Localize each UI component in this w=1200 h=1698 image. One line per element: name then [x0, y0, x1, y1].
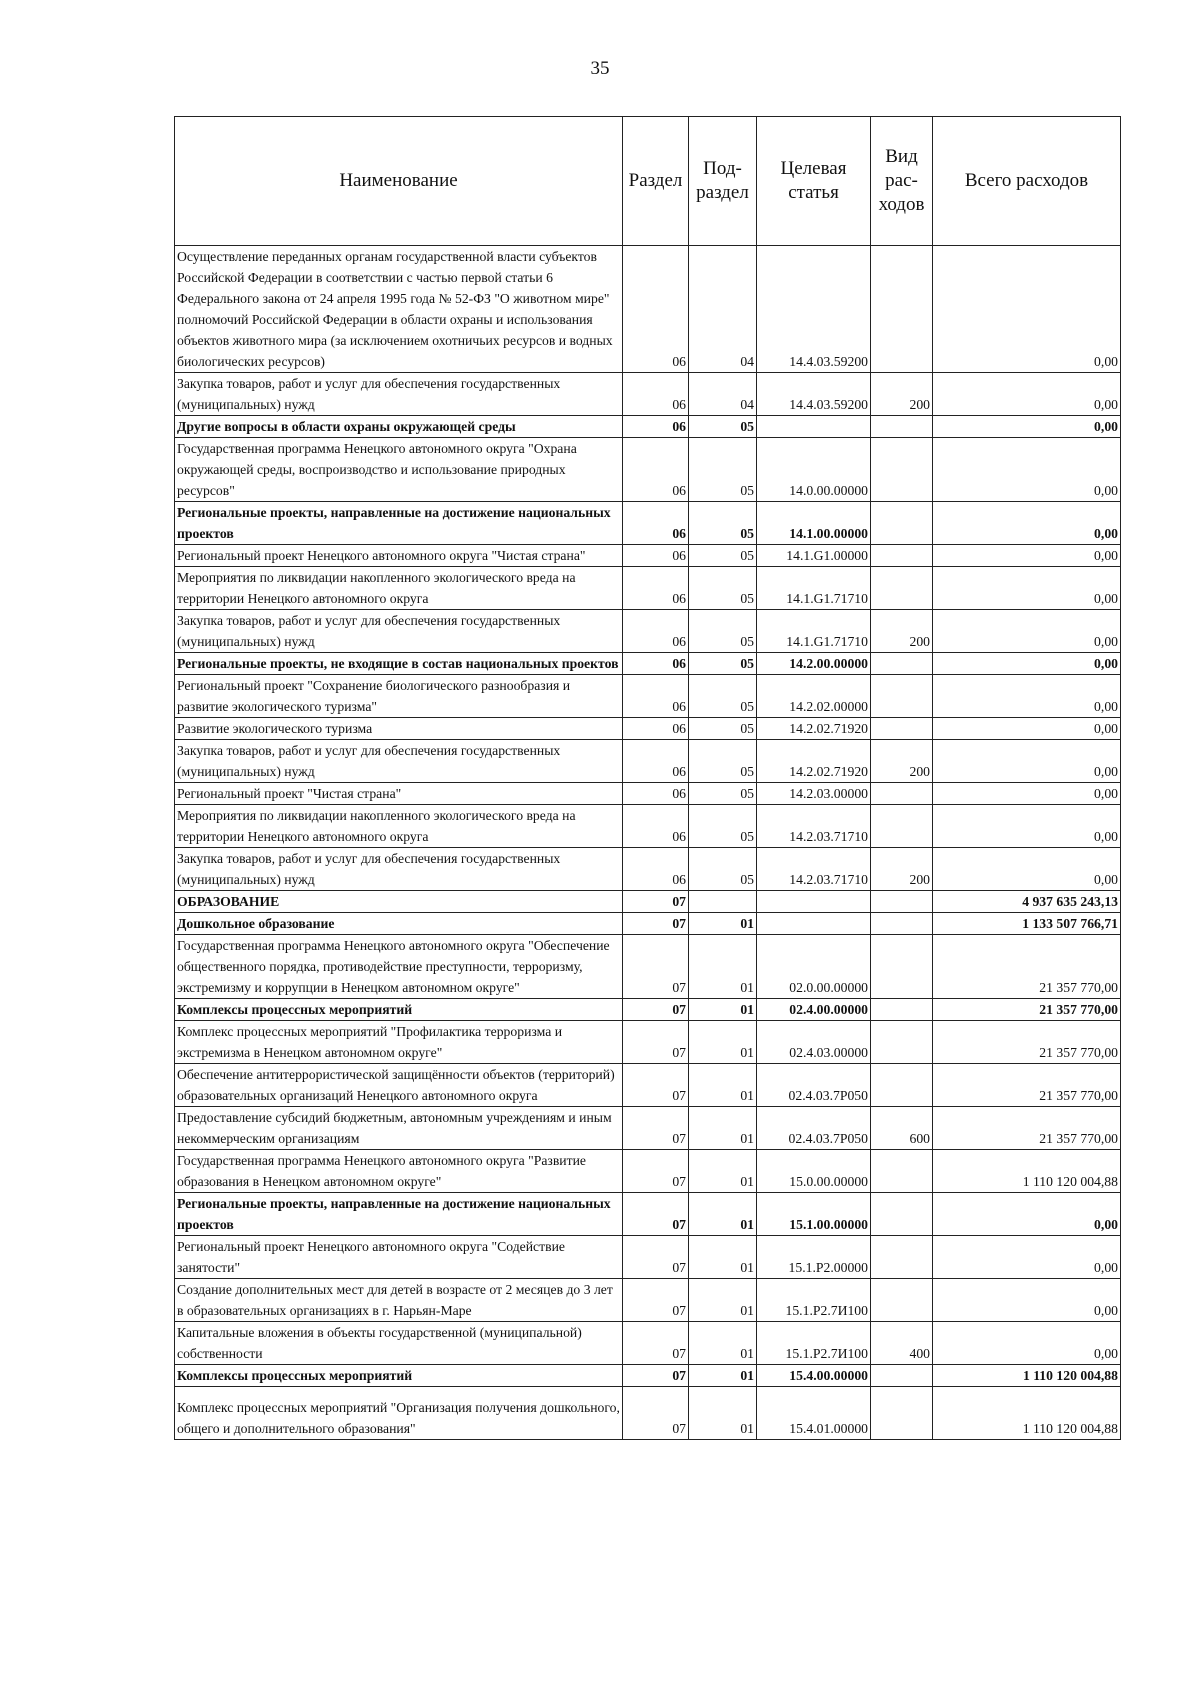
cell-target-article: 14.1.00.00000	[757, 502, 871, 545]
cell-section: 07	[623, 1387, 689, 1440]
cell-target-article: 15.4.01.00000	[757, 1387, 871, 1440]
cell-target-article	[757, 891, 871, 913]
cell-subsection: 05	[689, 848, 757, 891]
header-subsection: Под- раздел	[689, 117, 757, 246]
cell-section: 06	[623, 416, 689, 438]
cell-target-article: 15.1.00.00000	[757, 1193, 871, 1236]
cell-total-expenses: 0,00	[933, 416, 1121, 438]
cell-expense-type: 200	[871, 610, 933, 653]
cell-target-article: 15.1.Р2.7И100	[757, 1279, 871, 1322]
table-row	[175, 848, 1121, 891]
cell-total-expenses: 0,00	[933, 653, 1121, 675]
cell-target-article: 14.1.G1.71710	[757, 610, 871, 653]
cell-subsection: 01	[689, 1107, 757, 1150]
cell-total-expenses: 1 110 120 004,88	[933, 1387, 1121, 1440]
cell-name: Дошкольное образование	[175, 913, 623, 935]
cell-section: 07	[623, 1150, 689, 1193]
cell-expense-type	[871, 891, 933, 913]
table-row	[175, 1150, 1121, 1193]
cell-name: Региональные проекты, не входящие в состав национальных проектов	[175, 653, 623, 675]
cell-name: Комплекс процессных мероприятий "Организация получения дошкольного, общего и дополнительного образования"	[175, 1387, 623, 1440]
cell-section: 06	[623, 502, 689, 545]
cell-section: 06	[623, 373, 689, 416]
cell-total-expenses: 0,00	[933, 718, 1121, 740]
table-row	[175, 416, 1121, 438]
header-total-expenses: Всего расходов	[933, 117, 1121, 246]
cell-total-expenses: 0,00	[933, 373, 1121, 416]
table-row	[175, 999, 1121, 1021]
cell-total-expenses: 0,00	[933, 783, 1121, 805]
cell-name: Региональный проект Ненецкого автономного округа "Чистая страна"	[175, 545, 623, 567]
cell-section: 06	[623, 246, 689, 373]
cell-subsection: 05	[689, 610, 757, 653]
cell-name: Региональные проекты, направленные на достижение национальных проектов	[175, 502, 623, 545]
cell-name: Капитальные вложения в объекты государственной (муниципальной) собственности	[175, 1322, 623, 1365]
cell-subsection: 05	[689, 567, 757, 610]
cell-subsection: 01	[689, 1387, 757, 1440]
cell-expense-type	[871, 246, 933, 373]
table-row	[175, 1193, 1121, 1236]
table-row	[175, 1107, 1121, 1150]
cell-target-article: 14.2.03.71710	[757, 848, 871, 891]
table-row	[175, 1064, 1121, 1107]
table-row	[175, 805, 1121, 848]
table-row	[175, 502, 1121, 545]
cell-name: Закупка товаров, работ и услуг для обеспечения государственных (муниципальных) нужд	[175, 610, 623, 653]
cell-name: Развитие экологического туризма	[175, 718, 623, 740]
cell-total-expenses: 21 357 770,00	[933, 999, 1121, 1021]
cell-subsection: 01	[689, 1021, 757, 1064]
cell-name: Комплексы процессных мероприятий	[175, 999, 623, 1021]
cell-name: Региональные проекты, направленные на достижение национальных проектов	[175, 1193, 623, 1236]
header-expense-type: Вид рас- ходов	[871, 117, 933, 246]
cell-section: 06	[623, 567, 689, 610]
table-row	[175, 545, 1121, 567]
cell-total-expenses: 0,00	[933, 1322, 1121, 1365]
table-row	[175, 567, 1121, 610]
cell-subsection: 05	[689, 718, 757, 740]
cell-subsection: 05	[689, 675, 757, 718]
cell-subsection: 05	[689, 653, 757, 675]
table-header-row	[175, 117, 1121, 246]
cell-name: Государственная программа Ненецкого автономного округа "Обеспечение общественного порядка, противодействие преступности, терроризму, экстремизму и коррупции в Ненецком автономном округе"	[175, 935, 623, 999]
cell-name: Закупка товаров, работ и услуг для обеспечения государственных (муниципальных) нужд	[175, 848, 623, 891]
table-row	[175, 891, 1121, 913]
cell-total-expenses: 1 110 120 004,88	[933, 1365, 1121, 1387]
cell-expense-type	[871, 545, 933, 567]
cell-expense-type	[871, 783, 933, 805]
cell-section: 07	[623, 1107, 689, 1150]
cell-target-article: 15.4.00.00000	[757, 1365, 871, 1387]
cell-section: 06	[623, 438, 689, 502]
table-row	[175, 783, 1121, 805]
cell-target-article: 02.4.00.00000	[757, 999, 871, 1021]
cell-section: 06	[623, 610, 689, 653]
cell-subsection: 01	[689, 1150, 757, 1193]
cell-expense-type	[871, 416, 933, 438]
cell-expense-type	[871, 1064, 933, 1107]
table-row	[175, 935, 1121, 999]
table-row	[175, 913, 1121, 935]
cell-target-article: 14.1.G1.71710	[757, 567, 871, 610]
cell-subsection	[689, 891, 757, 913]
cell-name: Закупка товаров, работ и услуг для обеспечения государственных (муниципальных) нужд	[175, 373, 623, 416]
cell-subsection: 05	[689, 438, 757, 502]
cell-total-expenses: 1 110 120 004,88	[933, 1150, 1121, 1193]
cell-section: 06	[623, 805, 689, 848]
table-row	[175, 653, 1121, 675]
cell-subsection: 01	[689, 1193, 757, 1236]
cell-expense-type	[871, 913, 933, 935]
cell-section: 07	[623, 1193, 689, 1236]
cell-total-expenses: 0,00	[933, 848, 1121, 891]
cell-target-article: 14.2.02.71920	[757, 718, 871, 740]
cell-target-article: 14.0.00.00000	[757, 438, 871, 502]
cell-total-expenses: 0,00	[933, 1193, 1121, 1236]
cell-name: Региональный проект "Сохранение биологического разнообразия и развитие экологического туризма"	[175, 675, 623, 718]
cell-total-expenses: 4 937 635 243,13	[933, 891, 1121, 913]
cell-section: 07	[623, 913, 689, 935]
cell-target-article: 02.4.03.7Р050	[757, 1107, 871, 1150]
cell-total-expenses: 0,00	[933, 545, 1121, 567]
expenditure-table	[174, 116, 1121, 1440]
table-row	[175, 1236, 1121, 1279]
cell-expense-type	[871, 675, 933, 718]
cell-section: 06	[623, 653, 689, 675]
cell-expense-type	[871, 1236, 933, 1279]
cell-subsection: 01	[689, 1279, 757, 1322]
cell-expense-type	[871, 1387, 933, 1440]
cell-subsection: 01	[689, 1064, 757, 1107]
cell-name: Предоставление субсидий бюджетным, автономным учреждениям и иным некоммерческим организациям	[175, 1107, 623, 1150]
cell-name: Мероприятия по ликвидации накопленного экологического вреда на территории Ненецкого автономного округа	[175, 805, 623, 848]
cell-name: Создание дополнительных мест для детей в возрасте от 2 месяцев до 3 лет в образовательных организациях в г. Нарьян-Маре	[175, 1279, 623, 1322]
cell-expense-type	[871, 1365, 933, 1387]
cell-name: Региональный проект Ненецкого автономного округа "Содействие занятости"	[175, 1236, 623, 1279]
cell-target-article: 02.4.03.7Р050	[757, 1064, 871, 1107]
table-row	[175, 1387, 1121, 1440]
cell-total-expenses: 0,00	[933, 1279, 1121, 1322]
cell-section: 07	[623, 1365, 689, 1387]
cell-subsection: 01	[689, 1236, 757, 1279]
cell-section: 07	[623, 1021, 689, 1064]
cell-total-expenses: 0,00	[933, 610, 1121, 653]
table-row	[175, 718, 1121, 740]
header-name: Наименование	[175, 117, 623, 246]
cell-section: 07	[623, 1236, 689, 1279]
cell-section: 07	[623, 1322, 689, 1365]
cell-target-article: 14.2.02.71920	[757, 740, 871, 783]
cell-subsection: 05	[689, 805, 757, 848]
cell-subsection: 04	[689, 373, 757, 416]
cell-subsection: 05	[689, 545, 757, 567]
cell-target-article: 14.2.02.00000	[757, 675, 871, 718]
table-row	[175, 1021, 1121, 1064]
cell-section: 07	[623, 1279, 689, 1322]
cell-subsection: 05	[689, 502, 757, 545]
cell-subsection: 05	[689, 740, 757, 783]
cell-expense-type	[871, 438, 933, 502]
cell-expense-type	[871, 653, 933, 675]
cell-section: 07	[623, 935, 689, 999]
cell-target-article: 15.1.Р2.00000	[757, 1236, 871, 1279]
page-number: 35	[590, 58, 610, 79]
cell-target-article: 02.0.00.00000	[757, 935, 871, 999]
cell-expense-type: 600	[871, 1107, 933, 1150]
cell-section: 06	[623, 718, 689, 740]
table-row	[175, 610, 1121, 653]
cell-section: 06	[623, 675, 689, 718]
cell-total-expenses: 0,00	[933, 502, 1121, 545]
table-row	[175, 246, 1121, 373]
cell-expense-type	[871, 567, 933, 610]
header-target-article: Целевая статья	[757, 117, 871, 246]
table-row	[175, 675, 1121, 718]
cell-name: Комплекс процессных мероприятий "Профилактика терроризма и экстремизма в Ненецком автономном округе"	[175, 1021, 623, 1064]
cell-target-article: 02.4.03.00000	[757, 1021, 871, 1064]
table-row	[175, 1279, 1121, 1322]
cell-target-article	[757, 416, 871, 438]
cell-name: Комплексы процессных мероприятий	[175, 1365, 623, 1387]
cell-target-article: 15.1.Р2.7И100	[757, 1322, 871, 1365]
table-row	[175, 740, 1121, 783]
cell-section: 06	[623, 545, 689, 567]
cell-expense-type	[871, 718, 933, 740]
cell-subsection: 01	[689, 1365, 757, 1387]
cell-section: 07	[623, 891, 689, 913]
cell-name: Другие вопросы в области охраны окружающей среды	[175, 416, 623, 438]
cell-name: Обеспечение антитеррористической защищённости объектов (территорий) образовательных организаций Ненецкого автономного округа	[175, 1064, 623, 1107]
cell-name: Мероприятия по ликвидации накопленного экологического вреда на территории Ненецкого автономного округа	[175, 567, 623, 610]
cell-target-article: 15.0.00.00000	[757, 1150, 871, 1193]
cell-expense-type: 200	[871, 373, 933, 416]
cell-subsection: 04	[689, 246, 757, 373]
table-row	[175, 438, 1121, 502]
table-body	[175, 246, 1121, 1440]
cell-target-article: 14.4.03.59200	[757, 246, 871, 373]
cell-section: 06	[623, 783, 689, 805]
cell-total-expenses: 0,00	[933, 805, 1121, 848]
cell-target-article: 14.2.00.00000	[757, 653, 871, 675]
cell-total-expenses: 21 357 770,00	[933, 1064, 1121, 1107]
cell-name: Государственная программа Ненецкого автономного округа "Развитие образования в Ненецком автономном округе"	[175, 1150, 623, 1193]
cell-expense-type	[871, 1279, 933, 1322]
cell-subsection: 01	[689, 1322, 757, 1365]
cell-target-article: 14.1.G1.00000	[757, 545, 871, 567]
cell-expense-type	[871, 1021, 933, 1064]
cell-section: 06	[623, 848, 689, 891]
cell-section: 07	[623, 999, 689, 1021]
table-row	[175, 373, 1121, 416]
cell-name: Государственная программа Ненецкого автономного округа "Охрана окружающей среды, воспроизводство и использование природных ресурсов"	[175, 438, 623, 502]
cell-expense-type	[871, 805, 933, 848]
cell-expense-type: 200	[871, 848, 933, 891]
cell-subsection: 01	[689, 913, 757, 935]
cell-total-expenses: 21 357 770,00	[933, 935, 1121, 999]
cell-expense-type: 200	[871, 740, 933, 783]
cell-expense-type	[871, 1150, 933, 1193]
header-section: Раздел	[623, 117, 689, 246]
cell-name: Закупка товаров, работ и услуг для обеспечения государственных (муниципальных) нужд	[175, 740, 623, 783]
cell-section: 06	[623, 740, 689, 783]
cell-section: 07	[623, 1064, 689, 1107]
cell-total-expenses: 21 357 770,00	[933, 1107, 1121, 1150]
cell-target-article: 14.4.03.59200	[757, 373, 871, 416]
cell-target-article	[757, 913, 871, 935]
cell-name: ОБРАЗОВАНИЕ	[175, 891, 623, 913]
cell-expense-type	[871, 999, 933, 1021]
cell-expense-type	[871, 502, 933, 545]
cell-subsection: 01	[689, 935, 757, 999]
cell-total-expenses: 21 357 770,00	[933, 1021, 1121, 1064]
cell-name: Региональный проект "Чистая страна"	[175, 783, 623, 805]
cell-expense-type: 400	[871, 1322, 933, 1365]
cell-subsection: 05	[689, 416, 757, 438]
cell-subsection: 05	[689, 783, 757, 805]
cell-total-expenses: 1 133 507 766,71	[933, 913, 1121, 935]
cell-expense-type	[871, 935, 933, 999]
cell-subsection: 01	[689, 999, 757, 1021]
cell-total-expenses: 0,00	[933, 246, 1121, 373]
cell-name: Осуществление переданных органам государственной власти субъектов Российской Федерации в соответствии с частью первой статьи 6 Федерального закона от 24 апреля 1995 года № 52-ФЗ "О животном мире" полномочий Российской Федерации в области охраны и использования объектов животного мира (за исключением охотничьих ресурсов и водных биологических ресурсов)	[175, 246, 623, 373]
cell-target-article: 14.2.03.00000	[757, 783, 871, 805]
cell-total-expenses: 0,00	[933, 740, 1121, 783]
table-row	[175, 1322, 1121, 1365]
table-row	[175, 1365, 1121, 1387]
cell-expense-type	[871, 1193, 933, 1236]
cell-total-expenses: 0,00	[933, 1236, 1121, 1279]
cell-total-expenses: 0,00	[933, 567, 1121, 610]
cell-total-expenses: 0,00	[933, 675, 1121, 718]
cell-target-article: 14.2.03.71710	[757, 805, 871, 848]
cell-total-expenses: 0,00	[933, 438, 1121, 502]
